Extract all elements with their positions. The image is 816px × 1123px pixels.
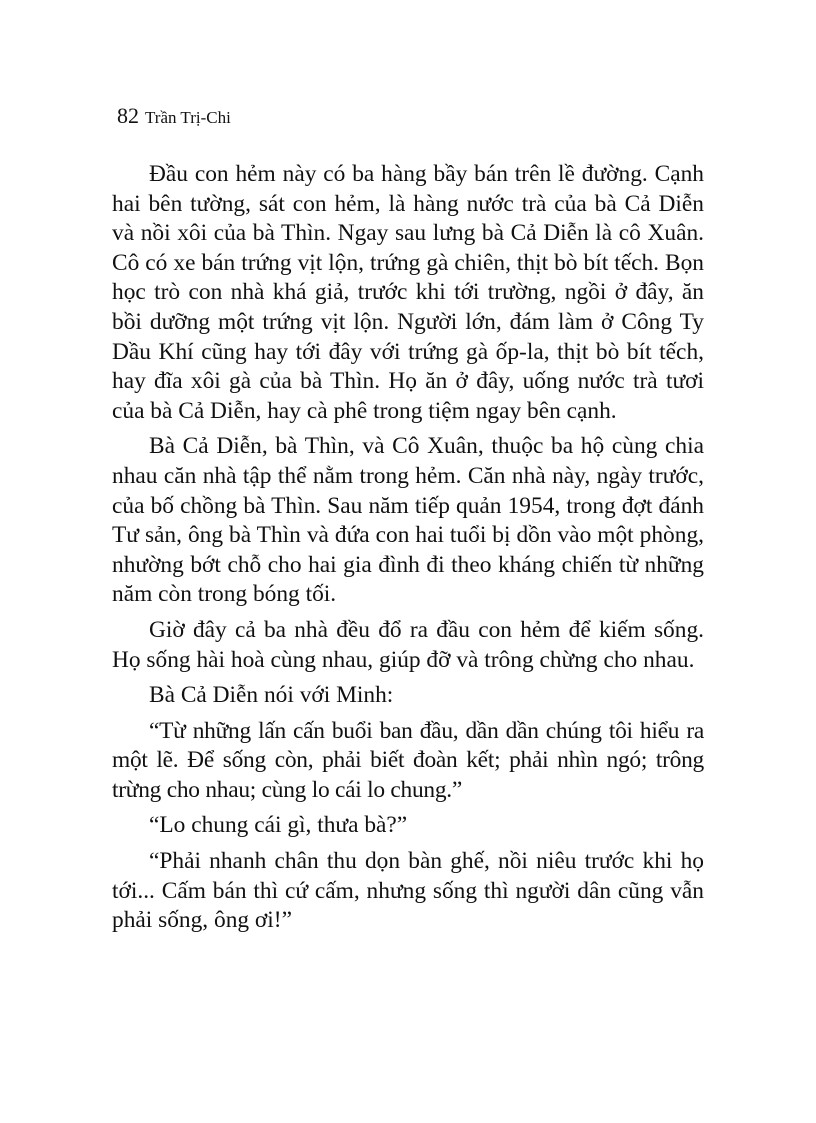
paragraph: Bà Cả Diễn nói với Minh: (149, 682, 394, 709)
page-number: 82 (117, 103, 139, 128)
paragraph: Giờ đây cả ba nhà đều đổ ra đầu con hẻm để kiếm sống. Họ sống hài hoà cùng nhau, giúp đỡ và trông chừng cho nhau. (112, 616, 704, 673)
dialogue-paragraph: “Từ những lấn cấn buổi ban đầu, dần dần chúng tôi hiểu ra một lẽ. Để sống còn, phải biết đoàn kết; phải nhìn ngó; trông trừng cho nhau; cùng lo cái lo chung.” (112, 717, 704, 803)
running-head (117, 103, 231, 129)
body-text (112, 160, 704, 942)
author-name: Trần Trị-Chi (145, 108, 231, 127)
dialogue-paragraph: “Phải nhanh chân thu dọn bàn ghế, nồi niêu trước khi họ tới... Cấm bán thì cứ cấm, nhưng sống thì người dân cũng vẫn phải sống, ông ơi!” (112, 848, 704, 934)
dialogue-paragraph: “Lo chung cái gì, thưa bà?” (149, 812, 408, 839)
paragraph: Đầu con hẻm này có ba hàng bầy bán trên lề đường. Cạnh hai bên tường, sát con hẻm, là hàng nước trà của bà Cả Diễn và nồi xôi của bà Thìn. Ngay sau lưng bà Cả Diễn là cô Xuân. Cô có xe bán trứng vịt lộn, trứng gà chiên, thịt bò bít tếch. Bọn học trò con nhà khá giả, trước khi tới trường, ngồi ở đây, ăn bồi dưỡng một trứng vịt lộn. Người lớn, đám làm ở Công Ty Dầu Khí cũng hay tới đây với trứng gà ốp-la, thịt bò bít tếch, hay đĩa xôi gà của bà Thìn. Họ ăn ở đây, uống nước trà tươi của bà Cả Diễn, hay cà phê trong tiệm ngay bên cạnh. (112, 161, 704, 424)
paragraph: Bà Cả Diễn, bà Thìn, và Cô Xuân, thuộc ba hộ cùng chia nhau căn nhà tập thể nằm trong hẻm. Căn nhà này, ngày trước, của bố chồng bà Thìn. Sau năm tiếp quản 1954, trong đợt đánh Tư sản, ông bà Thìn và đứa con hai tuổi bị dồn vào một phòng, nhường bớt chỗ cho hai gia đình đi theo kháng chiến từ những năm còn trong bóng tối. (112, 433, 704, 608)
